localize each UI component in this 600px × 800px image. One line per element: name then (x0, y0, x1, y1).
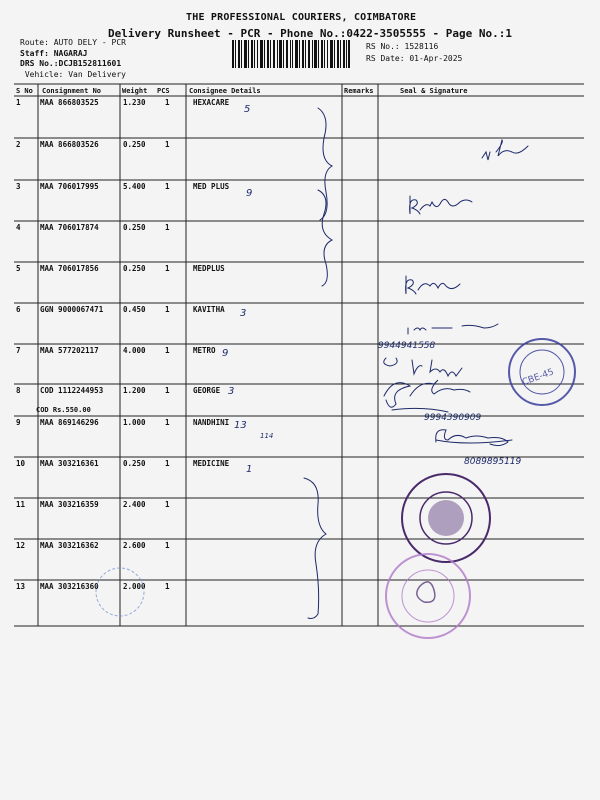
cell-weight: 0.250 (123, 264, 146, 273)
cod-note: COD Rs.550.00 (36, 406, 91, 414)
cell-sno: 6 (16, 305, 21, 314)
vehicle-value: Van Delivery (68, 69, 126, 79)
cell-consignment: GGN 9000067471 (40, 305, 104, 314)
cell-weight: 1.000 (123, 418, 146, 427)
cell-consignee: MED PLUS (193, 182, 230, 191)
rs-no-value: 1528116 (404, 42, 439, 51)
cell-pcs: 1 (165, 346, 170, 355)
hw-phone2: 9994390909 (424, 413, 482, 423)
cell-sno: 7 (16, 346, 21, 355)
cell-sno: 3 (16, 182, 21, 191)
cell-weight: 1.200 (123, 386, 146, 395)
hw-r9-count: 13 (234, 420, 247, 431)
hw-phone3: 8089895119 (464, 457, 522, 467)
cell-consignment: MAA 866803526 (40, 140, 99, 149)
staff-label: Staff: (20, 48, 49, 58)
cell-consignment: MAA 866803525 (40, 98, 99, 107)
rs-no-label: RS No.: (366, 42, 400, 51)
rs-date-label: RS Date: (366, 54, 405, 63)
cell-consignee: MEDICINE (193, 459, 230, 468)
cell-consignment: MAA 706017995 (40, 182, 99, 191)
col-weight: Weight (122, 87, 148, 95)
cell-consignee: HEXACARE (193, 98, 230, 107)
cell-weight: 0.450 (123, 305, 146, 314)
cell-weight: 2.400 (123, 500, 146, 509)
cell-consignment: MAA 706017856 (40, 264, 99, 273)
cell-pcs: 1 (165, 418, 170, 427)
staff-value: NAGARAJ (53, 48, 88, 58)
cell-sno: 12 (16, 541, 26, 550)
rs-date-value: 01-Apr-2025 (409, 54, 463, 63)
cell-consignment: MAA 869146296 (40, 418, 99, 427)
cell-weight: 0.250 (123, 223, 146, 232)
hw-r10-count: 1 (246, 464, 253, 475)
cell-consignment: MAA 303216360 (40, 582, 99, 591)
cell-weight: 2.600 (123, 541, 146, 550)
cell-pcs: 1 (165, 305, 170, 314)
cell-sno: 5 (16, 264, 21, 273)
cell-pcs: 1 (165, 223, 170, 232)
route-value: AUTO DELY - PCR (53, 38, 126, 47)
cell-pcs: 1 (165, 541, 170, 550)
drs-label: DRS No.: (20, 59, 59, 68)
vehicle-label: Vehicle: (24, 69, 64, 79)
cell-consignee: METRO (193, 346, 216, 355)
cell-pcs: 1 (165, 386, 170, 395)
hw-r1-count: 5 (244, 104, 251, 115)
cell-weight: 4.000 (123, 346, 146, 355)
cell-sno: 13 (16, 582, 26, 591)
drs-value: DCJB152811601 (58, 59, 122, 68)
cell-consignment: MAA 303216362 (40, 541, 99, 550)
cell-sno: 8 (16, 386, 21, 395)
cell-consignment: MAA 303216359 (40, 500, 99, 509)
col-pcs: PCS (157, 87, 170, 95)
cell-sno: 1 (16, 98, 21, 107)
col-remarks: Remarks (344, 87, 374, 95)
hw-phone1: 9944941558 (378, 341, 436, 351)
cell-consignment: MAA 577202117 (40, 346, 99, 355)
cell-pcs: 1 (165, 182, 170, 191)
company-title: THE PROFESSIONAL COURIERS, COIMBATORE (186, 12, 417, 23)
svg-text:CBE-45: CBE-45 (520, 367, 556, 388)
col-consignment: Consignment No (42, 87, 102, 95)
cell-sno: 4 (16, 223, 21, 232)
cell-weight: 5.400 (123, 182, 146, 191)
hw-r6-count: 3 (240, 308, 247, 319)
cell-weight: 2.000 (123, 582, 146, 591)
cell-sno: 2 (16, 140, 21, 149)
hw-r8-count: 3 (228, 386, 235, 397)
route-label: Route: (20, 38, 49, 47)
runsheet-title: Delivery Runsheet - PCR - Phone No.:0422-3505555 - Page No.:1 (108, 27, 512, 40)
cell-pcs: 1 (165, 500, 170, 509)
hw-r7-count: 9 (222, 348, 229, 359)
cell-consignment: COD 1112244953 (40, 386, 104, 395)
cell-pcs: 1 (165, 98, 170, 107)
col-consignee: Consignee Details (189, 87, 261, 95)
cell-consignee: GEORGE (193, 386, 221, 395)
cell-pcs: 1 (165, 264, 170, 273)
hw-r3-count: 9 (246, 188, 253, 199)
cell-consignee: MEDPLUS (193, 264, 225, 273)
cell-consignee: NANDHINI (193, 418, 230, 427)
cell-weight: 1.230 (123, 98, 146, 107)
cell-sno: 11 (16, 500, 26, 509)
hw-r9-extra: 114 (260, 432, 274, 440)
cell-sno: 9 (16, 418, 21, 427)
cell-consignment: MAA 303216361 (40, 459, 99, 468)
cell-weight: 0.250 (123, 140, 146, 149)
cell-sno: 10 (16, 459, 26, 468)
col-sno: S No (16, 87, 33, 95)
col-seal: Seal & Signature (400, 87, 468, 95)
cell-consignee: KAVITHA (193, 305, 225, 314)
cell-pcs: 1 (165, 582, 170, 591)
cell-pcs: 1 (165, 140, 170, 149)
cell-weight: 0.250 (123, 459, 146, 468)
cell-consignment: MAA 706017874 (40, 223, 99, 232)
cell-pcs: 1 (165, 459, 170, 468)
